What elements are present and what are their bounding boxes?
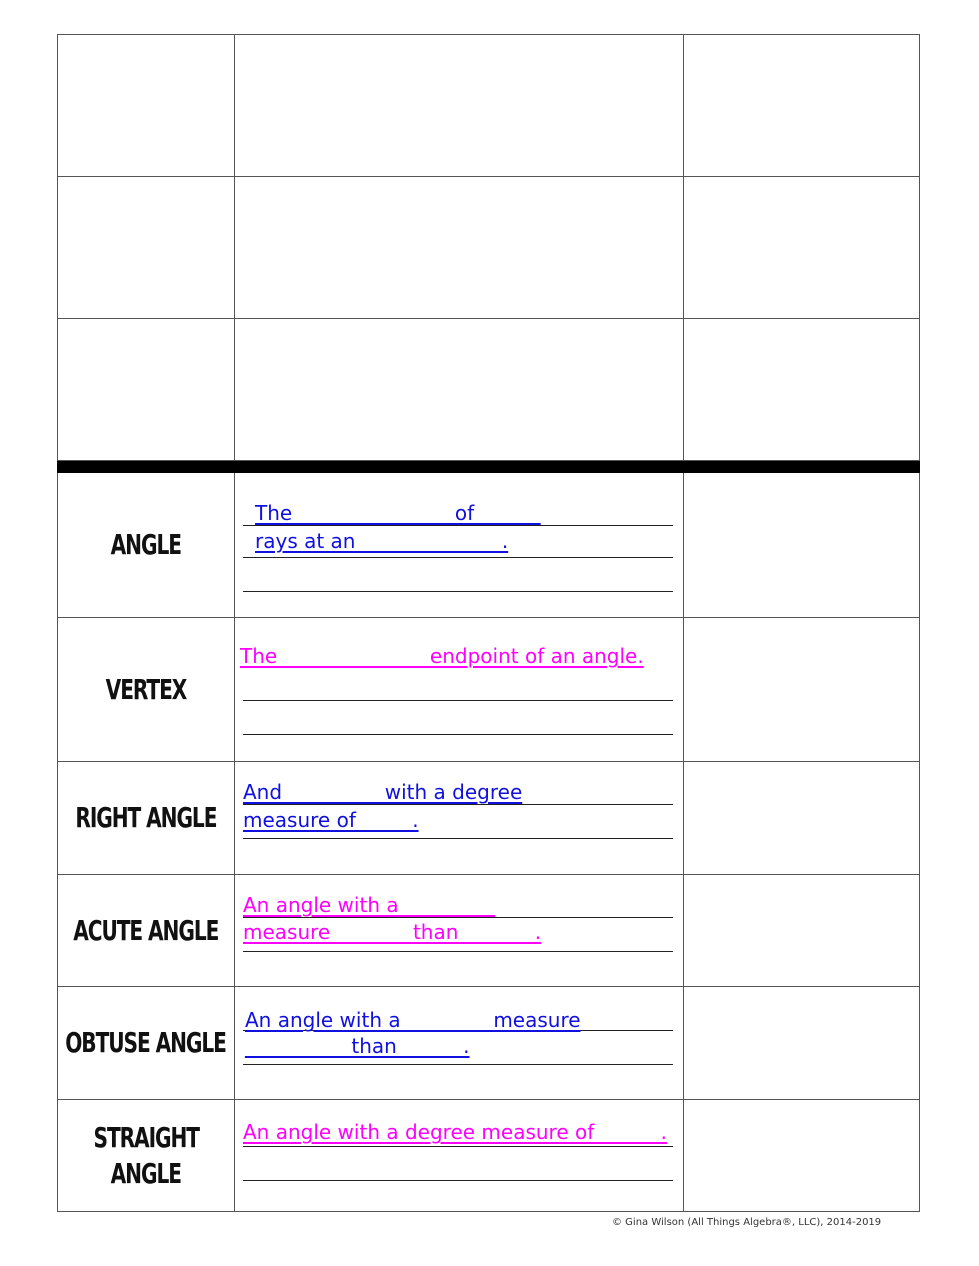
section-divider xyxy=(57,461,920,473)
definition-cell xyxy=(235,987,684,1099)
definition-straight-angle-line-1: An angle with a degree measure of ______. xyxy=(243,1120,667,1144)
term-straight-angle-line-2: ANGLE xyxy=(110,1156,182,1190)
definition-cell xyxy=(235,1100,684,1211)
example-cell xyxy=(684,35,919,176)
term-cell xyxy=(58,473,235,617)
term-cell xyxy=(58,618,235,761)
row-straight-angle xyxy=(57,1100,920,1212)
term-right-angle: RIGHT ANGLE xyxy=(75,801,217,834)
definition-cell xyxy=(235,875,684,986)
definition-cell xyxy=(235,177,684,318)
term-acute-angle: ACUTE ANGLE xyxy=(73,913,219,947)
term-vertex: VERTEX xyxy=(105,672,187,706)
row-vertex xyxy=(57,618,920,762)
definition-right-angle-line-1: And _________ with a degree xyxy=(243,780,523,804)
example-cell xyxy=(684,762,919,874)
term-cell xyxy=(58,875,235,986)
term-cell xyxy=(58,1100,235,1211)
definition-cell xyxy=(235,473,684,617)
definition-cell xyxy=(235,762,684,874)
term-cell xyxy=(58,35,235,176)
definition-cell xyxy=(235,35,684,176)
term-cell xyxy=(58,177,235,318)
term-angle: ANGLE xyxy=(110,528,182,561)
example-cell xyxy=(684,319,919,460)
blank-line xyxy=(243,563,673,592)
term-obtuse-angle: OBTUSE ANGLE xyxy=(65,1026,227,1059)
copyright-footer: © Gina Wilson (All Things Algebra®, LLC), 2014-2019 xyxy=(612,1217,882,1228)
empty-row xyxy=(57,177,920,319)
definition-vertex-line-1: The ______________ endpoint of an angle. xyxy=(240,644,644,668)
blank-line xyxy=(243,1152,673,1181)
term-straight-angle-line-1: STRAIGHT xyxy=(93,1120,199,1154)
example-cell xyxy=(684,618,919,761)
definition-obtuse-angle-line-1: An angle with a ________ measure xyxy=(245,1008,581,1032)
term-cell xyxy=(58,987,235,1099)
empty-row xyxy=(57,319,920,461)
example-cell xyxy=(684,987,919,1099)
row-angle xyxy=(57,473,920,618)
example-cell xyxy=(684,1100,919,1211)
definition-cell xyxy=(235,319,684,460)
definition-cell xyxy=(235,618,684,761)
worksheet-table xyxy=(57,34,920,1212)
row-right-angle xyxy=(57,762,920,875)
example-cell xyxy=(684,473,919,617)
row-acute-angle xyxy=(57,875,920,987)
definition-obtuse-angle-line-2: __________ than ______. xyxy=(245,1034,470,1058)
definition-angle-line-2: rays at an ______________. xyxy=(255,529,509,553)
blank-line xyxy=(243,706,673,735)
row-obtuse-angle xyxy=(57,987,920,1100)
example-cell xyxy=(684,875,919,986)
definition-angle-line-1: The _______________ of ______ xyxy=(255,501,541,525)
definition-acute-angle-line-1: An angle with a _________ xyxy=(243,893,495,917)
empty-row xyxy=(57,34,920,177)
definition-right-angle-line-2: measure of _____. xyxy=(243,808,419,832)
term-cell xyxy=(58,319,235,460)
term-cell xyxy=(58,762,235,874)
blank-line xyxy=(243,672,673,701)
example-cell xyxy=(684,177,919,318)
definition-acute-angle-line-2: measure _______ than _______. xyxy=(243,920,542,944)
